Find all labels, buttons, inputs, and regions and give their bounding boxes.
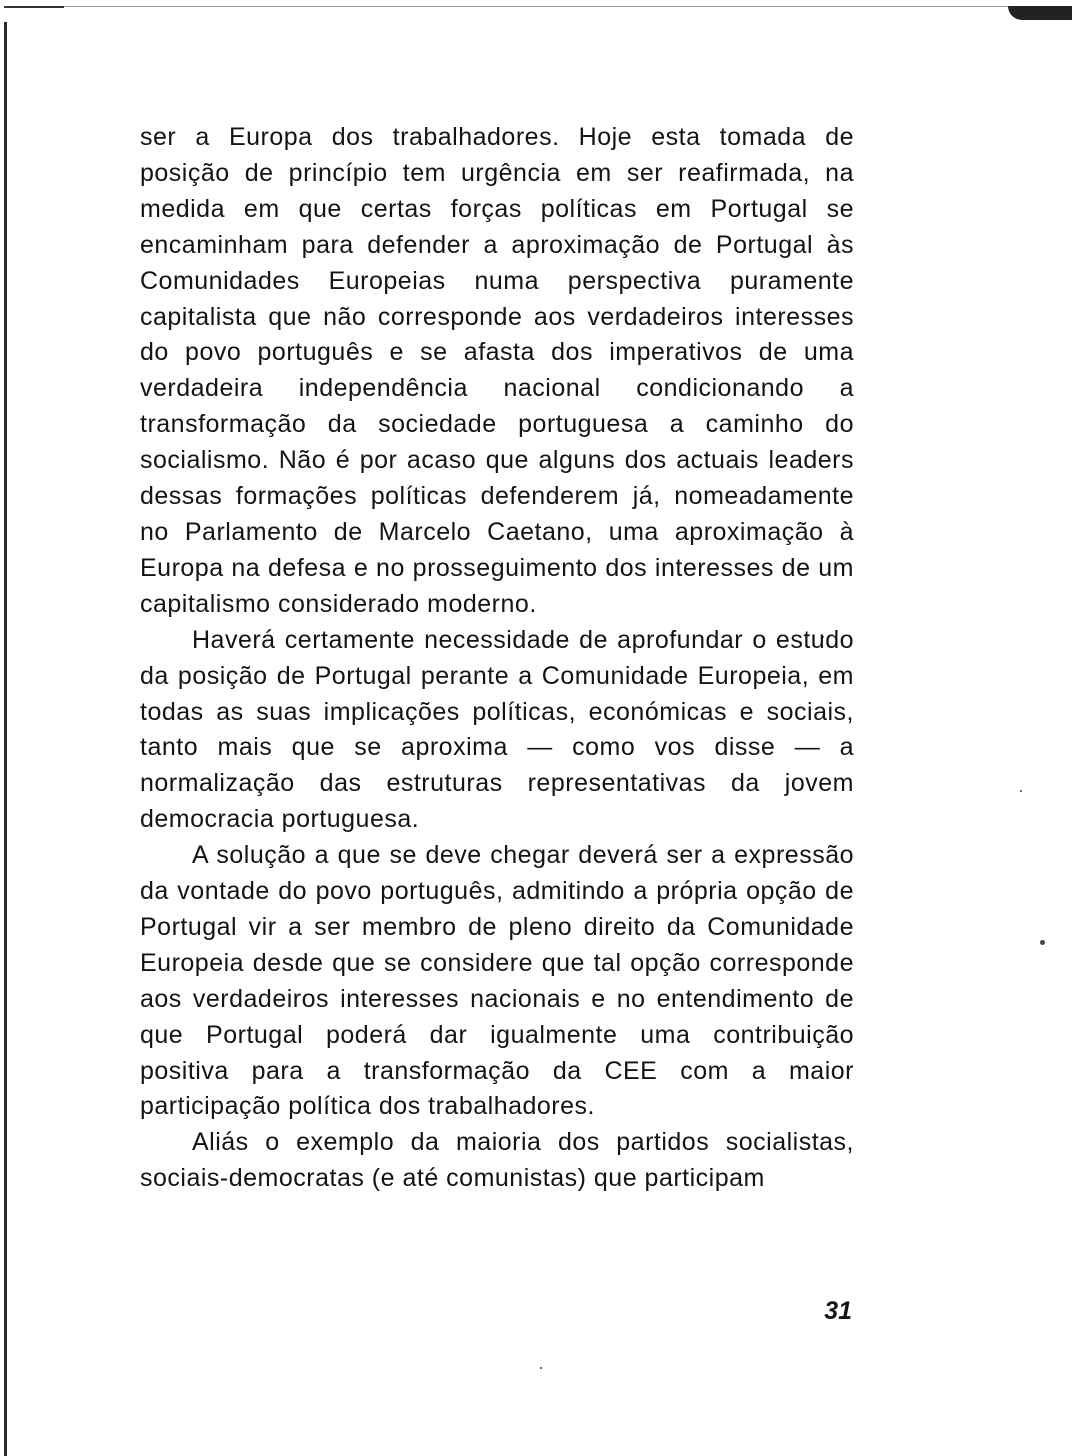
scan-top-edge-mark: [4, 6, 64, 8]
scan-speck: [1020, 790, 1022, 792]
scan-left-edge: [4, 22, 7, 1456]
page-number: 31: [824, 1297, 852, 1325]
scan-speck: [540, 1367, 542, 1369]
body-text: [140, 120, 854, 1197]
paragraph-continuation: ser a Europa dos trabalhadores. Hoje esta tomada de posição de princípio tem urgência em ser reafirmada, na medida em que certas forças políticas em Portugal se encaminham para defender a aproximação de Portugal às Comunidades Europeias numa perspectiva puramente capitalista que não corresponde aos verdadeiros interesses do povo português e se afasta dos imperativos de uma verdadeira independência nacional condicionando a transformação da sociedade portuguesa a caminho do socialismo. Não é por acaso que alguns dos actuais leaders dessas formações políticas defenderem já, nomeadamente no Parlamento de Marcelo Caetano, uma aproximação à Europa na defesa e no prosseguimento dos interesses de um capitalismo considerado moderno.: [140, 123, 854, 618]
scan-corner-blot: [1008, 6, 1072, 20]
paragraph: A solução a que se deve chegar deverá ser a expressão da vontade do povo português, admitindo a própria opção de Portugal vir a ser membro de pleno direito da Comunidade Europeia desde que se considere que tal opção corresponde aos verdadeiros interesses nacionais e no entendimento de que Portugal poderá dar igualmente uma contribuição positiva para a transformação da CEE com a maior participação política dos trabalhadores.: [140, 841, 854, 1121]
scan-top-edge: [4, 6, 1070, 7]
paragraph: Aliás o exemplo da maioria dos partidos socialistas, sociais-democratas (e até comunistas) que participam: [140, 1128, 854, 1193]
paragraph: Haverá certamente necessidade de aprofundar o estudo da posição de Portugal perante a Comunidade Europeia, em todas as suas implicações políticas, económicas e sociais, tanto mais que se aproxima — como vos disse — a normalização das estruturas representativas da jovem democracia portuguesa.: [140, 625, 854, 834]
scan-speck: [1040, 940, 1045, 945]
